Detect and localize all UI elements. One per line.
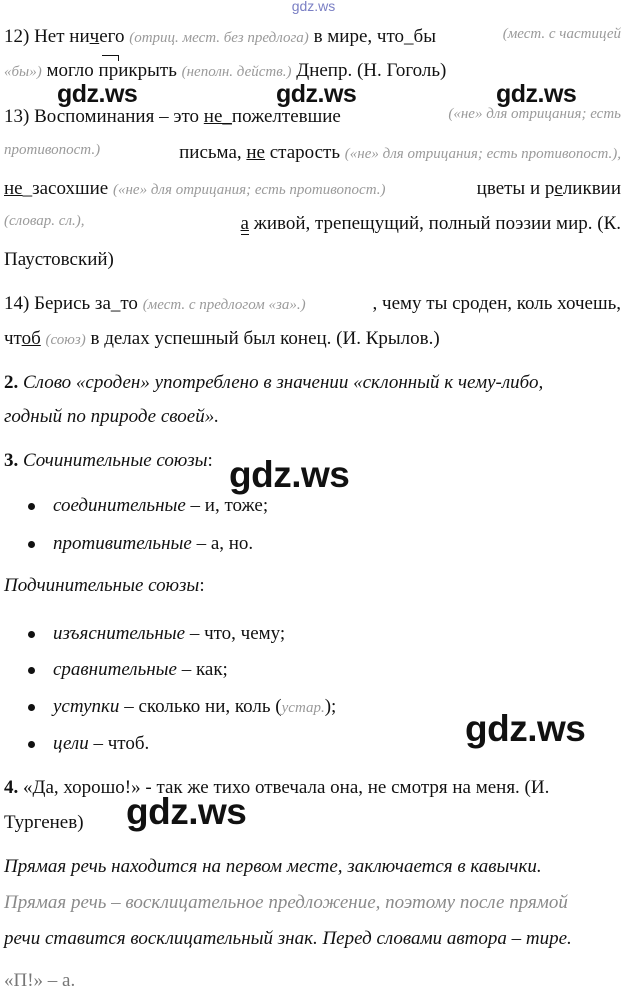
task2-line2: годный по природе своей». [4, 406, 219, 427]
grammar-note: (мест. с предлогом «за».) [142, 297, 306, 313]
bullet-icon [28, 741, 35, 748]
section-title: Сочинительные союзы [23, 450, 208, 471]
text: в мире, что [308, 26, 405, 47]
watermark: gdz.ws [57, 80, 138, 108]
list-item: сравнительные – как; [28, 660, 228, 679]
grammar-note: («не» для отрицания; есть [448, 106, 621, 122]
grammar-note: (отриц. мест. без предлога) [129, 30, 309, 46]
watermark: gdz.ws [465, 708, 586, 749]
task4-line1 [4, 778, 621, 797]
prefix-marked-word: прикрыть [99, 60, 177, 81]
list-item: соединительные – и, тоже; [28, 496, 268, 515]
prefix-mark [102, 55, 119, 61]
task4-explanation-3: речи ставится восклицательный знак. Перед словами автора – тире. [4, 928, 572, 949]
grammar-note: (союз) [45, 332, 86, 348]
task4-explanation-1: Прямая речь находится на первом месте, заключается в кавычки. [4, 856, 542, 877]
grammar-note: («не» для отрицания; есть противопост.) [113, 182, 386, 198]
text: 14) Берись за [4, 293, 111, 314]
list-item: изъяснительные – что, чему; [28, 624, 285, 643]
task-number: 4. [4, 777, 19, 798]
text: цветы и [476, 178, 545, 199]
task4-scheme: «П!» – а. [4, 970, 76, 991]
grammar-note: (неполн. действ.) [181, 64, 292, 80]
text: могло [41, 60, 99, 81]
task-number: 3. [4, 450, 19, 471]
subordinate-title: Подчинительные союзы: [4, 575, 205, 596]
word: _то [110, 293, 138, 314]
list-item: цели – чтоб. [28, 734, 149, 753]
bullet-icon [28, 667, 35, 674]
grammar-note: противопост.) [4, 142, 101, 158]
watermark: gdz.ws [126, 791, 247, 832]
task3-title: 3. Сочинительные союзы: [4, 450, 213, 471]
grammar-note: (словар. сл.), [4, 213, 85, 229]
item12-line1 [4, 27, 621, 46]
item14-line2: чтоб (союз) в делах успешный был конец. (И. Крылов.) [4, 328, 440, 349]
watermark: gdz.ws [496, 80, 577, 108]
word: ничего [69, 26, 125, 47]
item13-line1 [4, 107, 621, 126]
text: Днепр. (Н. Гоголь) [291, 60, 447, 81]
header-watermark: gdz.ws [291, 0, 336, 14]
grammar-note: («не» для отрицания; есть противопост.), [344, 146, 621, 162]
bullet-icon [28, 503, 35, 510]
text: письма, [179, 142, 247, 163]
text: пожелтевшие [231, 106, 341, 127]
text: _засохшие [22, 178, 113, 199]
item14-line1 [4, 294, 621, 313]
text: 12) Нет [4, 26, 70, 47]
grammar-note: (мест. с частицей [502, 26, 621, 42]
task-number: 2. [4, 372, 19, 393]
item12-line2 [4, 61, 621, 80]
task4-line2: Тургенев) [4, 812, 84, 833]
section-title: Подчинительные союзы [4, 575, 200, 596]
text: , чему ты сроден, коль хочешь, [372, 293, 621, 314]
word: не [4, 178, 23, 199]
bullet-icon [28, 631, 35, 638]
word: не [246, 142, 265, 163]
word: не_ [203, 106, 232, 127]
text: 13) Воспоминания – это [4, 106, 204, 127]
text: живой, трепещущий, полный поэзии мир. (К. [248, 213, 621, 234]
grammar-note: «бы») [4, 64, 42, 80]
watermark: gdz.ws [276, 80, 357, 108]
text: Слово «сроден» употреблено в значении «склонный к чему-либо, [23, 372, 544, 393]
word: _бы [404, 26, 436, 47]
list-item: уступки – сколько ни, коль (устар.); [28, 697, 336, 716]
watermark: gdz.ws [229, 454, 350, 495]
bullet-icon [28, 704, 35, 711]
item13-line3: не_засохшие («не» для отрицания; есть противопост.) цветы и реликвии [4, 178, 621, 199]
text: в делах успешный был конец. (И. Крылов.) [85, 328, 440, 349]
item13-line2 [4, 143, 621, 162]
item13-line5: Паустовский) [4, 249, 114, 270]
item13-line4 [4, 214, 621, 233]
bullet-icon [28, 541, 35, 548]
text: старость [265, 142, 345, 163]
task4-explanation-2: Прямая речь – восклицательное предложение, поэтому после прямой [4, 892, 568, 913]
text: «Да, хорошо!» - так же тихо отвечала она, не смотря на меня. (И. [18, 777, 550, 798]
word: а [240, 213, 249, 234]
task2-line1 [4, 373, 621, 392]
list-item: противительные – а, но. [28, 534, 253, 553]
